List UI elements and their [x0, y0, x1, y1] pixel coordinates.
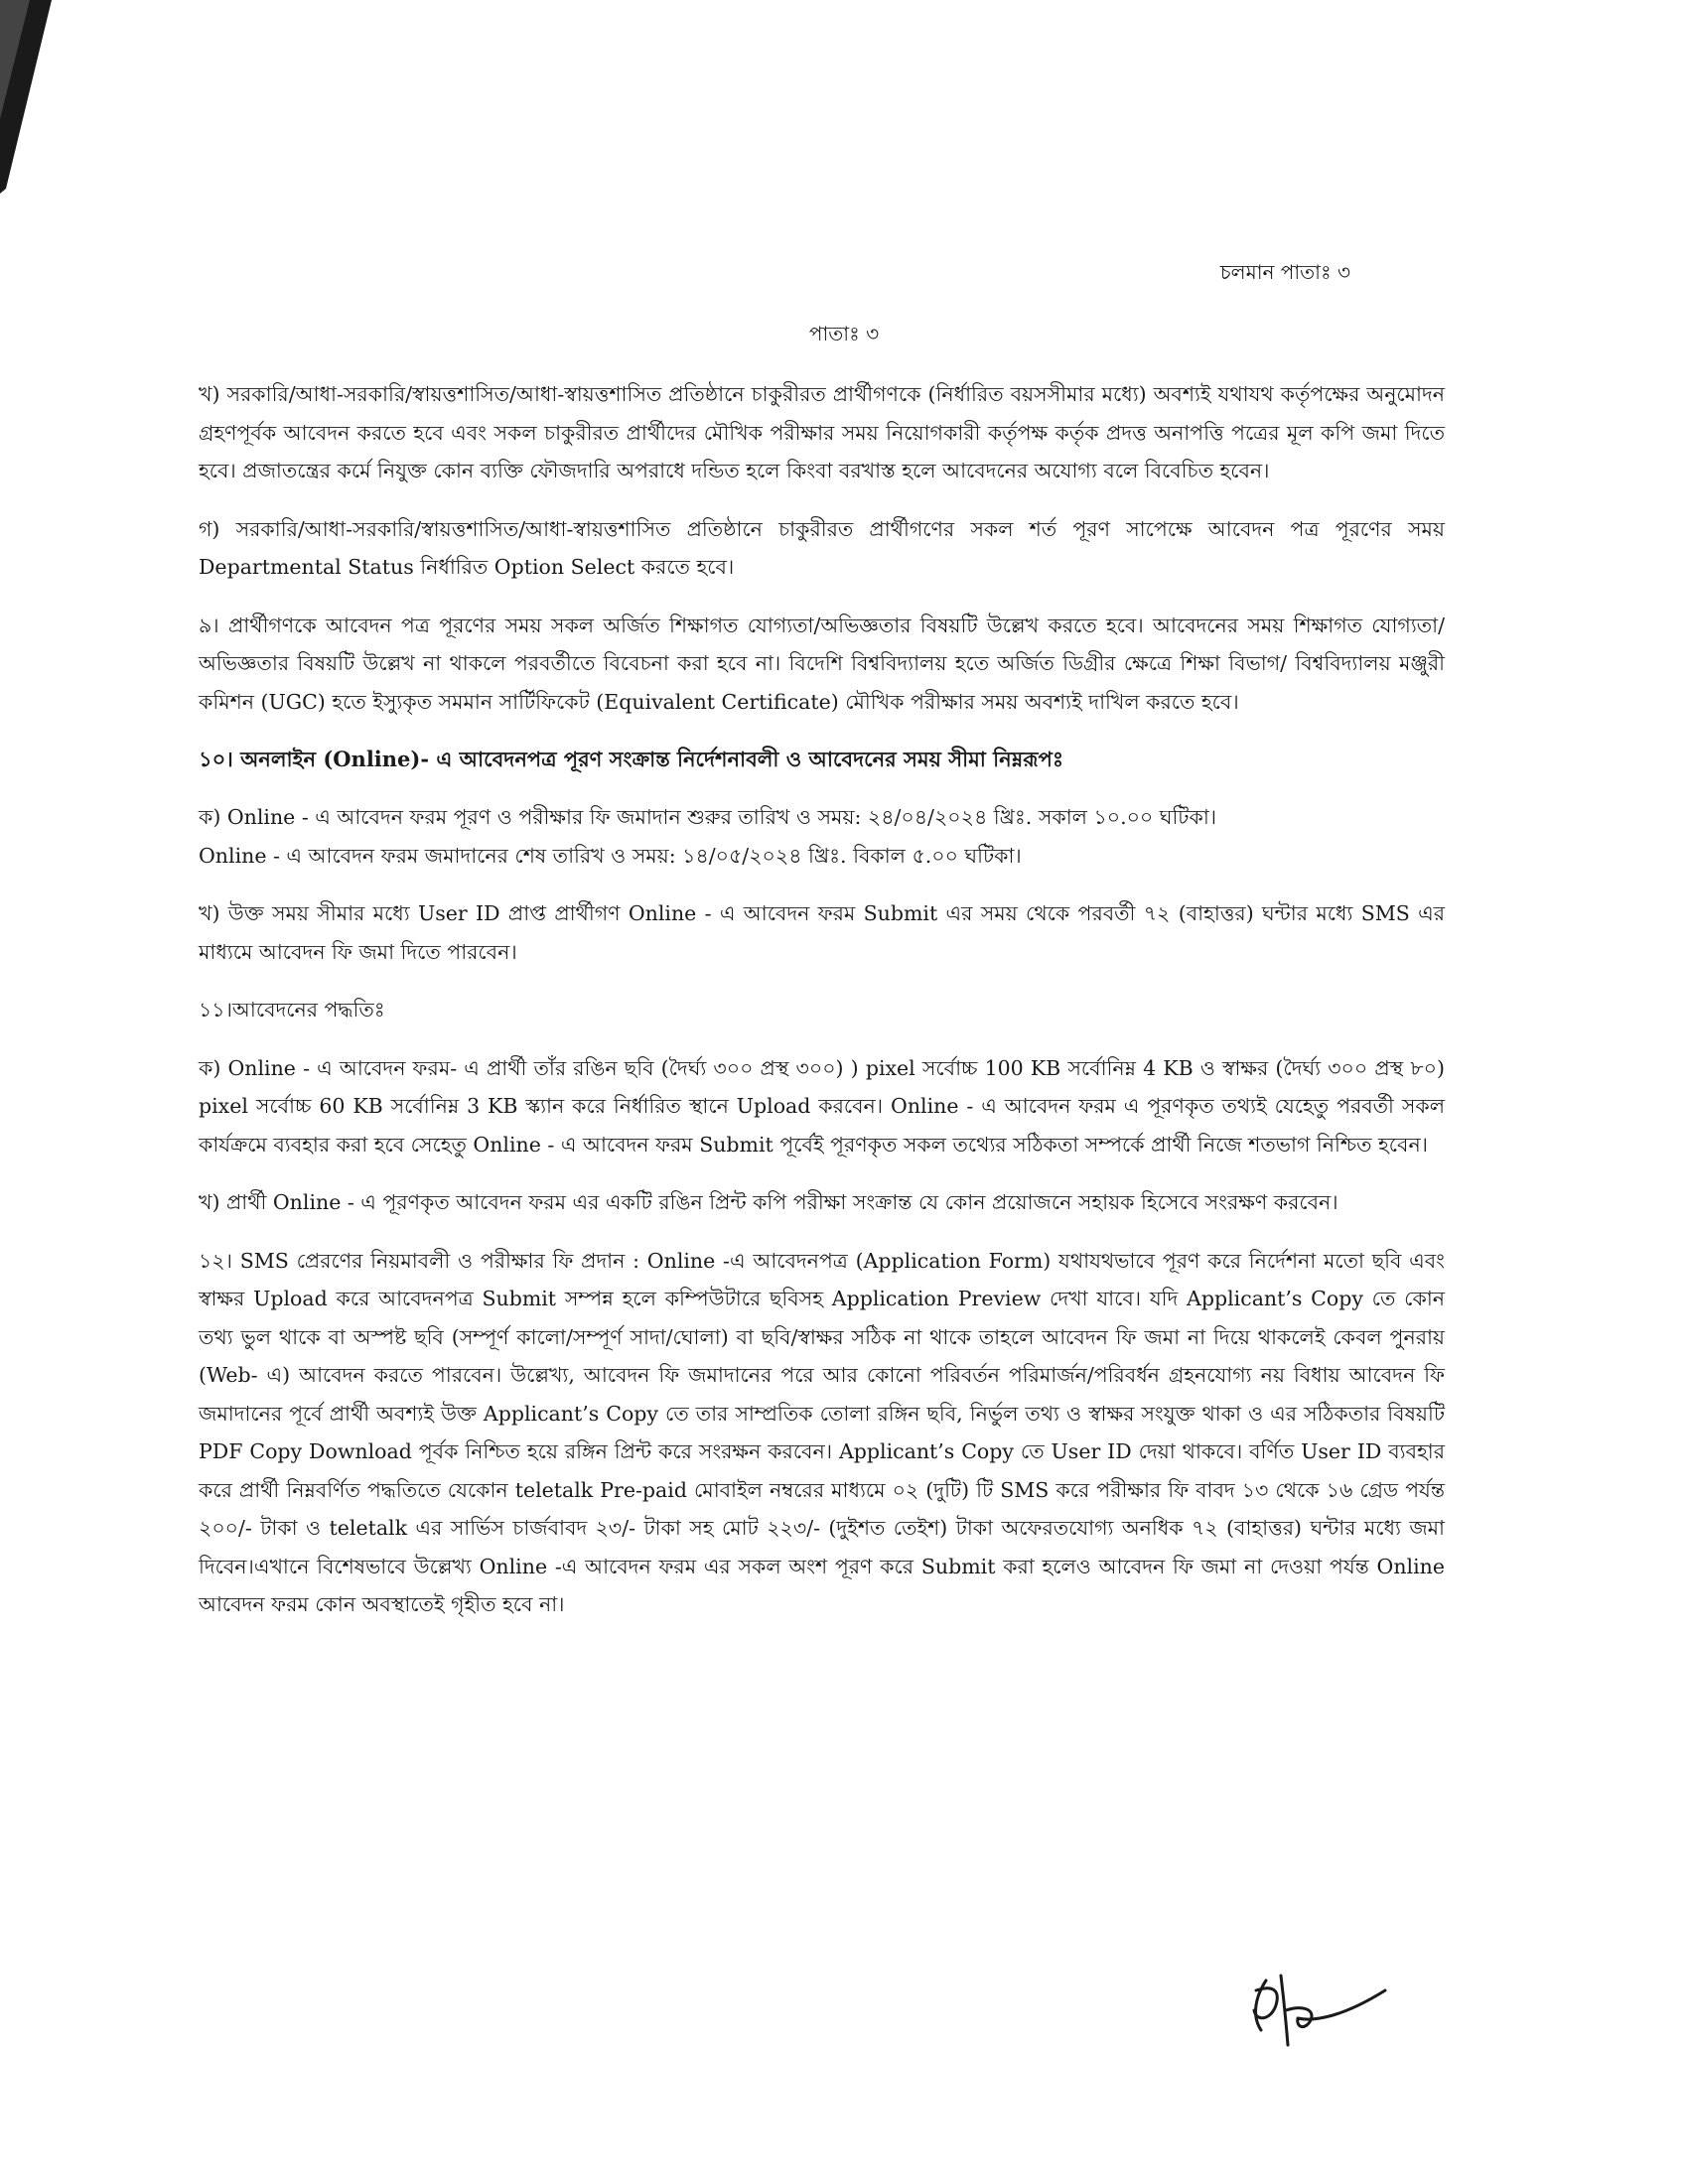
paragraph-10-ka-end: Online - এ আবেদন ফরম জমাদানের শেষ তারিখ ও সময়: ১৪/০৫/২০২৪ খ্রিঃ. বিকাল ৫.০০ ঘটিকা। — [199, 843, 1022, 868]
section-heading-10: ১০। অনলাইন (Online)- এ আবেদনপত্র পূরণ সংক্রান্ত নির্দেশনাবলী ও আবেদনের সময় সীমা নিম্নরূপঃ — [199, 747, 1064, 771]
paragraph-ga: গ) সরকারি/আধা-সরকারি/স্বায়ত্তশাসিত/আধা-স্বায়ত্তশাসিত প্রতিষ্ঠানে চাকুরীরত প্রার্থীগণের সকল শর্ত পূরণ সাপেক্ষে আবেদন পত্র পূরণের সময় Departmental Status নির্ধারিত Option Select করতে হবে। — [199, 516, 1445, 579]
paragraph-11-kha: খ) প্রার্থী Online - এ পূরণকৃত আবেদন ফরম এর একটি রঙিন প্রিন্ট কপি পরীক্ষা সংক্রান্ত যে কোন প্রয়োজনে সহায়ক হিসেবে সংরক্ষণ করবেন। — [199, 1190, 1338, 1214]
scan-corner-artifact — [0, 0, 89, 199]
page-number: পাতাঃ ৩ — [808, 322, 880, 345]
paragraph-11-ka: ক) Online - এ আবেদন ফরম- এ প্রার্থী তাঁর রঙিন ছবি (দৈর্ঘ্য ৩০০ প্রস্থ ৩০০) ) pixel সর্বোচ্চ 100 KB সর্বোনিম্ন 4 KB ও স্বাক্ষর (দৈর্ঘ্য ৩০০ প্রস্থ ৮০) pixel সর্বোচ্চ 60 KB সর্বোনিম্ন 3 KB স্ক্যান করে নির্ধারিত স্থানে Upload করবেন। Online - এ আবেদন ফরম এ পূরণকৃত তথ্যই যেহেতু পরবর্তী সকল কার্যক্রমে ব্যবহার করা হবে সেহেতু Online - এ আবেদন ফরম Submit পূর্বেই পূরণকৃত সকল তথ্যের সঠিকতা সম্পর্কে প্রার্থী নিজে শতভাগ নিশ্চিত হবেন। — [199, 1055, 1445, 1157]
paragraph-9: ৯। প্রার্থীগণকে আবেদন পত্র পূরণের সময় সকল অর্জিত শিক্ষাগত যোগ্যতা/অভিজ্ঞতার বিষয়টি উল্লেখ করতে হবে। আবেদনের সময় শিক্ষাগত যোগ্যতা/অভিজ্ঞতার বিষয়টি উল্লেখ না থাকলে পরবর্তীতে বিবেচনা করা হবে না। বিদেশি বিশ্ববিদ্যালয় হতে অর্জিত ডিগ্রীর ক্ষেত্রে শিক্ষা বিভাগ/ বিশ্ববিদ্যালয় মঞ্জুরী কমিশন (UGC) হতে ইস্যুকৃত সমমান সার্টিফিকেট (Equivalent Certificate) মৌখিক পরীক্ষার সময় অবশ্যই দাখিল করতে হবে। — [199, 613, 1445, 714]
section-heading-11: ১১।আবেদনের পদ্ধতিঃ — [199, 998, 385, 1022]
paragraph-12: ১২। SMS প্রেরণের নিয়মাবলী ও পরীক্ষার ফি প্রদান : Online -এ আবেদনপত্র (Application Form) যথাযথভাবে পূরণ করে নির্দেশনা মতো ছবি এবং স্বাক্ষর Upload করে আবেদনপত্র Submit সম্পন্ন হলে কম্পিউটারে ছবিসহ Application Preview দেখা যাবে। যদি Applicant’s Copy তে কোন তথ্য ভুল থাকে বা অস্পষ্ট ছবি (সম্পূর্ণ কালো/সম্পূর্ণ সাদা/ঘোলা) বা ছবি/স্বাক্ষর সঠিক না থাকে তাহলে আবেদন ফি জমা না দিয়ে থাকলেই কেবল পুনরায় (Web- এ) আবেদন করতে পারবেন। উল্লেখ্য, আবেদন ফি জমাদানের পরে আর কোনো পরিবর্তন পরিমার্জন/পরিবর্ধন গ্রহনযোগ্য নয় বিধায় আবেদন ফি জমাদানের পূর্বে প্রার্থী অবশ্যই উক্ত Applicant’s Copy তে তার সাম্প্রতিক তোলা রঙ্গিন ছবি, নির্ভুল তথ্য ও স্বাক্ষর সংযুক্ত থাকা ও এর সঠিকতার বিষয়টি PDF Copy Download পূর্বক নিশ্চিত হয়ে রঙ্গিন প্রিন্ট করে সংরক্ষন করবেন। Applicant’s Copy তে User ID দেয়া থাকবে। বর্ণিত User ID ব্যবহার করে প্রার্থী নিম্নবর্ণিত পদ্ধতিতে যেকোন teletalk Pre-paid মোবাইল নম্বরের মাধ্যমে ০২ (দুটি) টি SMS করে পরীক্ষার ফি বাবদ ১৩ থেকে ১৬ গ্রেড পর্যন্ত ২০০/- টাকা ও teletalk এর সার্ভিস চার্জবাবদ ২৩/- টাকা সহ মোট ২২৩/- (দুইশত তেইশ) টাকা অফেরতযোগ্য অনধিক ৭২ (বাহাত্তর) ঘন্টার মধ্যে জমা দিবেন।এখানে বিশেষভাবে উল্লেখ্য Online -এ আবেদন ফরম এর সকল অংশ পূরণ করে Submit করা হলেও আবেদন ফি জমা না দেওয়া পর্যন্ত Online আবেদন ফরম কোন অবস্থাতেই গৃহীত হবে না। — [199, 1248, 1446, 1616]
paragraph-kha: খ) সরকারি/আধা-সরকারি/স্বায়ত্তশাসিত/আধা-স্বায়ত্তশাসিত প্রতিষ্ঠানে চাকুরীরত প্রার্থীগণকে (নির্ধারিত বয়সসীমার মধ্যে) অবশ্যই যথাযথ কর্তৃপক্ষের অনুমোদন গ্রহণপূর্বক আবেদন করতে হবে এবং সকল চাকুরীরত প্রার্থীদের মৌখিক পরীক্ষার সময় নিয়োগকারী কর্তৃপক্ষ কর্তৃক প্রদত্ত অনাপত্তি পত্রের মূল কপি জমা দিতে হবে। প্রজাতন্ত্রের কর্মে নিযুক্ত কোন ব্যক্তি ফৌজদারি অপরাধে দন্ডিত হলে কিংবা বরখাস্ত হলে আবেদনের অযোগ্য বলে বিবেচিত হবেন। — [199, 382, 1445, 482]
document-body — [199, 375, 1445, 1644]
paragraph-10-ka-start: ক) Online - এ আবেদন ফরম পূরণ ও পরীক্ষার ফি জমাদান শুরুর তারিখ ও সময়: ২৪/০৪/২০২৪ খ্রিঃ. সকাল ১০.০০ ঘটিকা। — [199, 805, 1217, 829]
paragraph-10-kha: খ) উক্ত সময় সীমার মধ্যে User ID প্রাপ্ত প্রার্থীগণ Online - এ আবেদন ফরম Submit এর সময় থেকে পরবর্তী ৭২ (বাহাত্তর) ঘন্টার মধ্যে SMS এর মাধ্যমে আবেদন ফি জমা দিতে পারবেন। — [199, 901, 1445, 964]
paragraph-10-ka — [199, 798, 1445, 875]
running-page-label: চলমান পাতাঃ ৩ — [1219, 260, 1350, 284]
signature — [1226, 1961, 1395, 2055]
